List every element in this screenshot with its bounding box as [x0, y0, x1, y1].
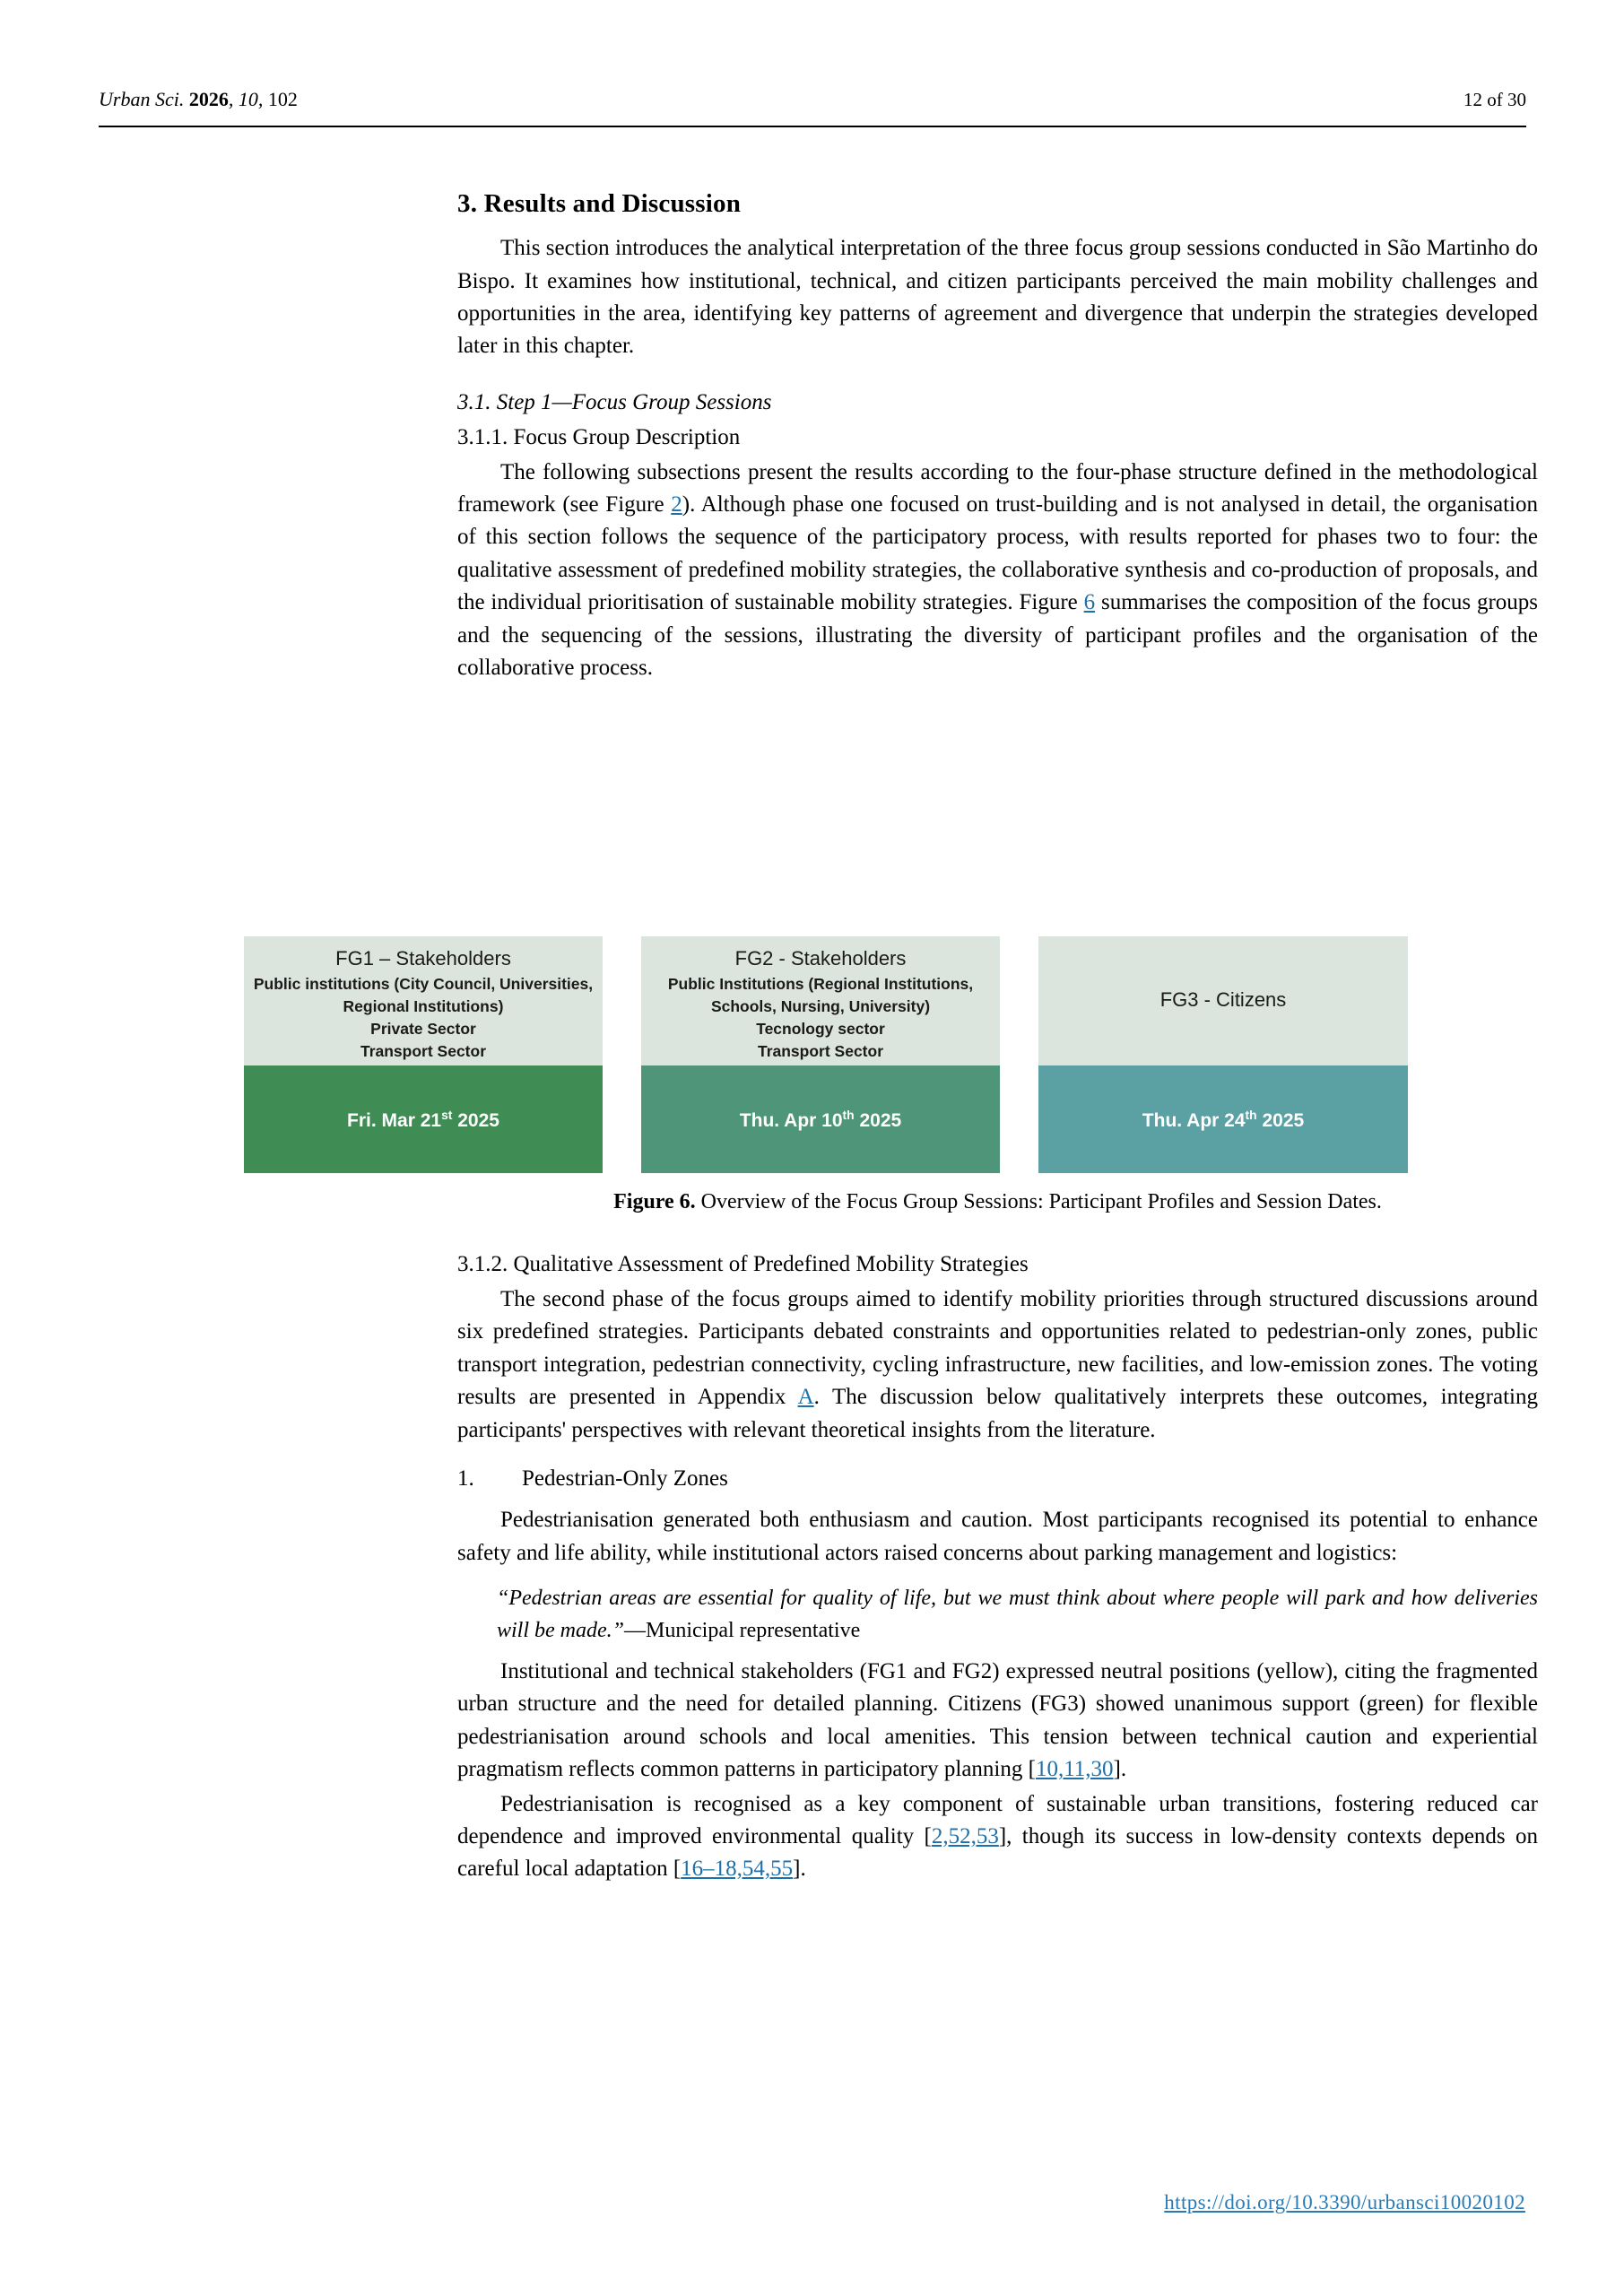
fg2-date-suffix: 2025 [854, 1109, 902, 1131]
pedestrianisation-paragraph: Pedestrianisation generated both enthusiasm and caution. Most participants recognised its potential to enhance safety and life ability, while institutional actors raised concerns about parking management and logistics: [457, 1508, 1538, 1565]
fg1-line-3: Private Sector [370, 1019, 476, 1038]
fg3-date-panel [1038, 1065, 1408, 1173]
fg2-date-ordinal: th [842, 1107, 855, 1122]
fg1-date-ordinal: st [441, 1107, 453, 1122]
journal-article-number: 102 [267, 88, 298, 110]
paragraph-text-part-2: ). Although phase one focused on trust-building and is not analysed in detail, the organisation of this section follows the sequence of the participatory process, with results reported for phases two to four: the qualitative assessment of predefined mobility strategies, the collaborative synthesis and co-production of proposals, and the individual prioritisation of sustainable mobility strategies. Figure [457, 492, 1538, 615]
running-head-citation: Urban Sci. 2026, 10, 102 [99, 88, 298, 110]
fg2-date-prefix: Thu. Apr 10 [739, 1109, 843, 1131]
fg1-line-4: Transport Sector [360, 1041, 487, 1060]
figure-2-reference-link[interactable]: 2 [671, 492, 682, 517]
fg2-line-1: Public Institutions (Regional Institutions, [667, 975, 974, 994]
fg1-date-suffix: 2025 [452, 1109, 499, 1131]
header-divider [99, 126, 1526, 127]
sp-text-part-2: ]. [1113, 1757, 1127, 1782]
focus-group-card-fg2 [641, 936, 1000, 1173]
fg3-profile-panel [1038, 936, 1408, 1065]
fg2-line-4: Transport Sector [757, 1041, 884, 1060]
fg1-title: FG1 – Stakeholders [335, 947, 511, 970]
fg3-date-prefix: Thu. Apr 24 [1142, 1109, 1246, 1131]
figure-6-reference-link[interactable]: 6 [1083, 590, 1096, 615]
journal-volume: 10 [238, 88, 258, 110]
qualitative-assessment-paragraph [457, 1283, 1538, 1447]
appendix-a-reference-link[interactable]: A [797, 1385, 814, 1410]
fg2-session-date [740, 1108, 901, 1132]
subsection-heading: 3.1. Step 1—Focus Group Sessions [457, 389, 772, 414]
sustainable-transitions-paragraph [457, 1788, 1538, 1886]
doi-link[interactable]: https://doi.org/10.3390/urbansci10020102 [1164, 2191, 1525, 2213]
quotation-attribution: —Municipal representative [624, 1619, 861, 1642]
fg1-date-prefix: Fri. Mar 21 [347, 1109, 442, 1131]
quotation-text: “Pedestrian areas are essential for quality of life, but we must think about where people will park and how deliveries will be made.” [497, 1587, 1538, 1642]
fg3-session-date [1142, 1108, 1304, 1132]
subsubsection-heading-312: 3.1.2. Qualitative Assessment of Predefined Mobility Strategies [457, 1252, 1029, 1276]
fg2-date-panel [641, 1065, 1000, 1173]
content-block-top [457, 187, 1538, 686]
running-head [99, 88, 1526, 111]
sp-text-part-1: Institutional and technical stakeholders (FG1 and FG2) expressed neutral positions (yellow), citing the fragmented urban structure and the need for detailed planning. Citizens (FG3) showed unanimous support (green) for flexible pedestrianisation around schools and local amenities. This tension between technical caution and experiential pragmatism reflects common patterns in participatory planning [ [457, 1659, 1538, 1782]
figure-caption-text: Overview of the Focus Group Sessions: Participant Profiles and Session Dates. [695, 1190, 1382, 1213]
fg2-profile-panel [641, 936, 1000, 1065]
numbered-list-item-1 [457, 1463, 1538, 1495]
subsubsection-heading: 3.1.1. Focus Group Description [457, 424, 741, 449]
fg1-profile-panel [244, 936, 603, 1065]
st-text-part-2: ], though its success in low-density contexts depends on careful local adaptation [ [457, 1823, 1539, 1882]
fg1-date-panel [244, 1065, 603, 1173]
qa-text-part-2: . The discussion below qualitatively interprets these outcomes, integrating participants' perspectives with relevant theoretical insights from the literature. [457, 1385, 1538, 1442]
section-heading: 3. Results and Discussion [457, 189, 742, 218]
journal-year: 2026 [188, 88, 229, 110]
fg3-title: FG3 - Citizens [1159, 988, 1287, 1012]
participant-quotation [457, 1582, 1538, 1647]
citation-link-16-18-54-55[interactable]: 16–18,54,55 [681, 1857, 794, 1882]
content-block-bottom [457, 1245, 1538, 1888]
journal-name: Urban Sci. [99, 88, 185, 110]
figure-6-graphic [244, 936, 1410, 1173]
list-item-number: 1. [457, 1465, 474, 1491]
stakeholder-positions-paragraph [457, 1656, 1538, 1787]
fg2-title: FG2 - Stakeholders [734, 947, 907, 970]
fg1-line-1: Public institutions (City Council, Universities, [253, 975, 594, 994]
paragraph-text-part-1: The following subsections present the results according to the four-phase structure defined in the methodological framework (see Figure [457, 459, 1538, 517]
citation-link-2-52-53[interactable]: 2,52,53 [931, 1823, 999, 1848]
st-text-part-1: Pedestrianisation is recognised as a key component of sustainable urban transitions, fostering reduced car dependence and improved environmental quality [ [457, 1791, 1538, 1848]
intro-paragraph: This section introduces the analytical interpretation of the three focus group sessions conducted in São Martinho do Bispo. It examines how institutional, technical, and citizen participants perceived the main mobility challenges and opportunities in the area, identifying key patterns of agreement and divergence that underpin the strategies developed later in this chapter. [457, 236, 1538, 359]
fg3-date-ordinal: th [1245, 1107, 1257, 1122]
focus-group-description-paragraph [457, 457, 1538, 685]
fg3-date-suffix: 2025 [1256, 1109, 1305, 1131]
list-item-label: Pedestrian-Only Zones [522, 1465, 728, 1491]
fg2-line-3: Tecnology sector [756, 1019, 885, 1038]
fg1-line-2: Regional Institutions) [343, 996, 504, 1015]
citation-link-10-11-30[interactable]: 10,11,30 [1035, 1757, 1114, 1782]
st-text-part-3: ]. [793, 1857, 806, 1882]
figure-6-caption [457, 1187, 1538, 1218]
figure-caption-label: Figure 6. [613, 1190, 696, 1213]
qa-text-part-1: The second phase of the focus groups aimed to identify mobility priorities through structured discussions around six predefined strategies. Participants debated constraints and opportunities related to pedestrian-only zones, public transport integration, pedestrian connectivity, cycling infrastructure, new facilities, and low-emission zones. The voting results are presented in Appendix [457, 1287, 1538, 1410]
fg2-line-2: Schools, Nursing, University) [710, 996, 931, 1015]
fg1-session-date [347, 1108, 499, 1132]
focus-group-card-fg3 [1038, 936, 1408, 1173]
page-indicator: 12 of 30 [1463, 89, 1526, 110]
focus-group-card-fg1 [244, 936, 603, 1173]
paragraph-text-part-3: summarises the composition of the focus groups and the sequencing of the sessions, illustrating the diversity of participant profiles and the organisation of the collaborative process. [457, 590, 1538, 680]
